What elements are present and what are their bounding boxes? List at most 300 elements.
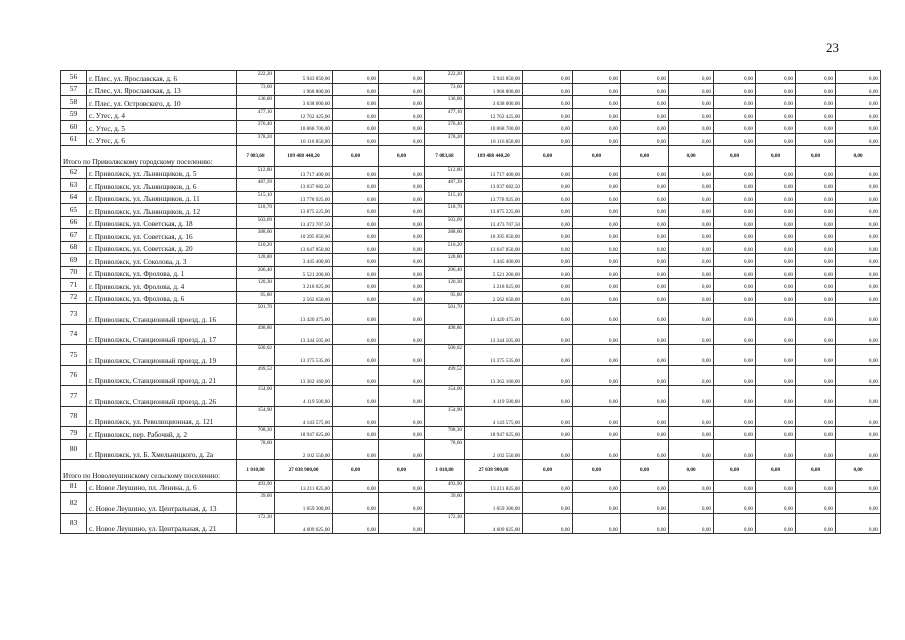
value-cell: 10 068 700,00 (465, 121, 523, 134)
address-cell: г. Приволжск, Станционный проезд, д. 26 (87, 386, 237, 407)
row-number: 65 (61, 204, 87, 217)
value-cell: 136,00 (425, 96, 465, 109)
value-cell: 388,60 (237, 229, 275, 242)
value-cell: 0,00 (669, 279, 714, 292)
value-cell: 13 647 850,00 (275, 241, 333, 254)
value-cell: 0,00 (379, 266, 425, 279)
value-cell: 0,00 (573, 179, 621, 192)
value-cell: 0,00 (523, 83, 573, 96)
address-cell: г. Плес, ул. Островского, д. 10 (87, 96, 237, 109)
value-cell: 0,00 (756, 83, 796, 96)
value-cell: 0,00 (714, 513, 756, 534)
value-cell: 0,00 (379, 291, 425, 304)
table-row (61, 427, 881, 440)
value-cell: 0,00 (669, 96, 714, 109)
table-row (61, 406, 881, 427)
value-cell: 13 362 160,00 (275, 365, 333, 386)
value-cell: 0,00 (333, 304, 379, 325)
value-cell: 708,30 (237, 427, 275, 440)
value-cell: 0,00 (333, 406, 379, 427)
value-cell: 0,00 (523, 493, 573, 514)
address-cell: г. Приволжск, ул. Соколова, д. 3 (87, 254, 237, 267)
value-cell: 0,00 (756, 480, 796, 493)
value-cell: 0,00 (756, 191, 796, 204)
value-cell: 477,10 (425, 108, 465, 121)
row-number: 82 (61, 493, 87, 514)
value-cell: 493,90 (237, 480, 275, 493)
value-cell: 0,00 (573, 71, 621, 84)
table-row (61, 254, 881, 267)
value-cell: 0,00 (836, 146, 881, 167)
value-cell: 0,00 (669, 291, 714, 304)
row-number: 60 (61, 121, 87, 134)
value-cell: 0,00 (836, 386, 881, 407)
value-cell: 0,00 (333, 439, 379, 460)
table-row (61, 279, 881, 292)
value-cell: 0,00 (836, 279, 881, 292)
value-cell: 0,00 (573, 427, 621, 440)
row-number: 64 (61, 191, 87, 204)
table-row (61, 216, 881, 229)
value-cell: 0,00 (836, 304, 881, 325)
address-cell: г. Приволжск, ул. Революционная, д. 121 (87, 406, 237, 427)
value-cell: 0,00 (756, 121, 796, 134)
value-cell: 0,00 (379, 216, 425, 229)
value-cell: 13 344 505,00 (465, 324, 523, 345)
value-cell: 0,00 (523, 71, 573, 84)
value-cell: 0,00 (714, 191, 756, 204)
value-cell: 78,60 (425, 439, 465, 460)
value-cell: 0,00 (523, 460, 573, 481)
value-cell: 0,00 (836, 406, 881, 427)
value-cell: 13 037 682,50 (465, 179, 523, 192)
table-row (61, 179, 881, 192)
value-cell: 0,00 (756, 439, 796, 460)
address-cell: г. Приволжск, ул. Б. Хмельницкого, д. 2а (87, 439, 237, 460)
value-cell: 0,00 (796, 121, 836, 134)
value-cell: 13 875 225,00 (465, 204, 523, 217)
value-cell: 0,00 (573, 96, 621, 109)
value-cell: 2 562 650,00 (465, 291, 523, 304)
value-cell: 0,00 (379, 279, 425, 292)
value-cell: 500,02 (425, 345, 465, 366)
value-cell: 0,00 (796, 345, 836, 366)
value-cell: 0,00 (836, 121, 881, 134)
value-cell: 13 647 850,00 (465, 241, 523, 254)
value-cell: 0,00 (333, 345, 379, 366)
value-cell: 0,00 (756, 133, 796, 146)
table-row (61, 386, 881, 407)
value-cell: 0,00 (669, 480, 714, 493)
value-cell: 0,00 (621, 146, 669, 167)
value-cell: 3 218 025,00 (465, 279, 523, 292)
value-cell: 0,00 (621, 480, 669, 493)
value-cell: 0,00 (714, 324, 756, 345)
value-cell: 0,00 (714, 345, 756, 366)
value-cell: 0,00 (796, 71, 836, 84)
value-cell: 0,00 (836, 439, 881, 460)
value-cell: 0,00 (756, 279, 796, 292)
value-cell: 3 445 400,00 (465, 254, 523, 267)
value-cell: 515,10 (237, 191, 275, 204)
value-cell: 0,00 (621, 229, 669, 242)
subtotal-label: Итого по Новолеушинскому сельскому поселению: (61, 460, 237, 481)
value-cell: 189 488 440,20 (465, 146, 523, 167)
value-cell: 0,00 (523, 204, 573, 217)
value-cell: 0,00 (756, 345, 796, 366)
value-cell: 0,00 (756, 406, 796, 427)
value-cell: 154,00 (237, 386, 275, 407)
table-row (61, 96, 881, 109)
table-row (61, 229, 881, 242)
value-cell: 222,20 (237, 71, 275, 84)
value-cell: 78,60 (237, 439, 275, 460)
value-cell: 0,00 (333, 179, 379, 192)
value-cell: 0,00 (714, 121, 756, 134)
value-cell: 0,00 (621, 241, 669, 254)
value-cell: 120,30 (237, 279, 275, 292)
value-cell: 0,00 (714, 96, 756, 109)
value-cell: 0,00 (669, 229, 714, 242)
address-cell: г. Приволжск, ул. Советская, д. 20 (87, 241, 237, 254)
value-cell: 27 038 900,00 (465, 460, 523, 481)
value-cell: 13 420 475,00 (275, 304, 333, 325)
value-cell: 0,00 (836, 191, 881, 204)
value-cell: 0,00 (573, 204, 621, 217)
value-cell: 0,00 (796, 83, 836, 96)
value-cell: 0,00 (756, 254, 796, 267)
value-cell: 0,00 (621, 513, 669, 534)
value-cell: 0,00 (756, 108, 796, 121)
value-cell: 0,00 (669, 191, 714, 204)
address-cell: г. Плес, ул. Ярославская, д. 6 (87, 71, 237, 84)
value-cell: 0,00 (523, 266, 573, 279)
value-cell: 0,00 (796, 513, 836, 534)
value-cell: 0,00 (523, 146, 573, 167)
address-cell: г. Приволжск, ул. Фролова, д. 1 (87, 266, 237, 279)
value-cell: 0,00 (836, 324, 881, 345)
value-cell: 13 717 400,00 (275, 166, 333, 179)
table-row (61, 204, 881, 217)
value-cell: 0,00 (573, 279, 621, 292)
value-cell: 73,60 (425, 83, 465, 96)
value-cell: 0,00 (333, 460, 379, 481)
address-cell: с. Утес, д. 6 (87, 133, 237, 146)
value-cell: 0,00 (573, 345, 621, 366)
value-cell: 222,20 (425, 71, 465, 84)
value-cell: 0,00 (836, 179, 881, 192)
value-cell: 0,00 (756, 324, 796, 345)
value-cell: 13 037 682,50 (275, 179, 333, 192)
value-cell: 154,90 (237, 406, 275, 427)
value-cell: 0,00 (669, 121, 714, 134)
value-cell: 0,00 (523, 229, 573, 242)
value-cell: 0,00 (669, 83, 714, 96)
value-cell: 0,00 (333, 229, 379, 242)
value-cell: 0,00 (333, 216, 379, 229)
value-cell: 0,00 (756, 204, 796, 217)
value-cell: 493,90 (425, 480, 465, 493)
address-cell: г. Приволжск, ул. Советская, д. 16 (87, 229, 237, 242)
value-cell: 0,00 (379, 365, 425, 386)
address-cell: г. Приволжск, ул. Льнянщиков, д. 12 (87, 204, 237, 217)
value-cell: 0,00 (333, 291, 379, 304)
value-cell: 499,52 (425, 365, 465, 386)
value-cell: 0,00 (756, 216, 796, 229)
value-cell: 0,00 (836, 513, 881, 534)
value-cell: 13 344 505,00 (275, 324, 333, 345)
row-number: 67 (61, 229, 87, 242)
value-cell: 0,00 (714, 279, 756, 292)
value-cell: 2 102 550,00 (275, 439, 333, 460)
row-number: 80 (61, 439, 87, 460)
value-cell: 1 968 800,00 (275, 83, 333, 96)
value-cell: 0,00 (836, 480, 881, 493)
value-cell: 0,00 (573, 513, 621, 534)
value-cell: 487,39 (425, 179, 465, 192)
value-cell: 0,00 (796, 460, 836, 481)
value-cell: 0,00 (836, 241, 881, 254)
value-cell: 0,00 (333, 324, 379, 345)
value-cell: 0,00 (714, 439, 756, 460)
value-cell: 0,00 (714, 108, 756, 121)
address-cell: г. Приволжск, Станционный проезд, д. 19 (87, 345, 237, 366)
subtotal-label: Итого по Приволжскому городскому поселению: (61, 146, 237, 167)
value-cell: 0,00 (573, 229, 621, 242)
value-cell: 3 445 400,00 (275, 254, 333, 267)
value-cell: 0,00 (836, 166, 881, 179)
value-cell: 0,00 (333, 279, 379, 292)
value-cell: 0,00 (669, 304, 714, 325)
table-row (61, 121, 881, 134)
table-row (61, 166, 881, 179)
value-cell: 0,00 (621, 83, 669, 96)
value-cell: 4 609 025,00 (465, 513, 523, 534)
value-cell: 0,00 (714, 254, 756, 267)
value-cell: 0,00 (379, 96, 425, 109)
value-cell: 0,00 (836, 204, 881, 217)
value-cell: 0,00 (621, 386, 669, 407)
value-cell: 10 116 850,00 (465, 133, 523, 146)
value-cell: 0,00 (523, 216, 573, 229)
value-cell: 0,00 (333, 480, 379, 493)
value-cell: 39,60 (237, 493, 275, 514)
address-cell: г. Приволжск, ул. Льнянщиков, д. 11 (87, 191, 237, 204)
table-row (61, 83, 881, 96)
row-number: 78 (61, 406, 87, 427)
value-cell: 1 059 300,00 (275, 493, 333, 514)
value-cell: 0,00 (756, 365, 796, 386)
table-row (61, 191, 881, 204)
value-cell: 10 116 850,00 (275, 133, 333, 146)
value-cell: 0,00 (796, 108, 836, 121)
table-row (61, 266, 881, 279)
value-cell: 0,00 (796, 96, 836, 109)
value-cell: 0,00 (836, 460, 881, 481)
address-cell: г. Приволжск, Станционный проезд, д. 21 (87, 365, 237, 386)
value-cell: 0,00 (669, 108, 714, 121)
value-cell: 0,00 (379, 166, 425, 179)
value-cell: 0,00 (669, 460, 714, 481)
value-cell: 0,00 (523, 365, 573, 386)
value-cell: 0,00 (523, 406, 573, 427)
value-cell: 39,60 (425, 493, 465, 514)
value-cell: 0,00 (714, 146, 756, 167)
value-cell: 0,00 (669, 254, 714, 267)
value-cell: 13 473 707,50 (275, 216, 333, 229)
value-cell: 0,00 (836, 266, 881, 279)
value-cell: 136,00 (237, 96, 275, 109)
value-cell: 0,00 (523, 96, 573, 109)
value-cell: 7 083,68 (425, 146, 465, 167)
value-cell: 0,00 (756, 460, 796, 481)
value-cell: 0,00 (621, 204, 669, 217)
value-cell: 0,00 (621, 279, 669, 292)
value-cell: 120,30 (425, 279, 465, 292)
value-cell: 0,00 (796, 254, 836, 267)
value-cell: 0,00 (523, 291, 573, 304)
table-row (61, 108, 881, 121)
value-cell: 1 010,80 (237, 460, 275, 481)
value-cell: 0,00 (379, 108, 425, 121)
value-cell: 0,00 (333, 266, 379, 279)
value-cell: 10 395 050,00 (275, 229, 333, 242)
address-cell: с. Утес, д. 5 (87, 121, 237, 134)
value-cell: 0,00 (573, 480, 621, 493)
page-number: 23 (826, 40, 839, 55)
address-cell: г. Приволжск, ул. Льнянщиков, д. 6 (87, 179, 237, 192)
value-cell: 378,20 (237, 133, 275, 146)
value-cell: 206,40 (237, 266, 275, 279)
value-cell: 0,00 (796, 133, 836, 146)
value-cell: 0,00 (333, 427, 379, 440)
value-cell: 27 038 900,00 (275, 460, 333, 481)
value-cell: 0,00 (756, 166, 796, 179)
value-cell: 0,00 (573, 266, 621, 279)
value-cell: 0,00 (573, 216, 621, 229)
value-cell: 0,00 (333, 386, 379, 407)
value-cell: 0,00 (621, 493, 669, 514)
table-body (61, 71, 881, 534)
value-cell: 0,00 (333, 241, 379, 254)
value-cell: 0,00 (796, 406, 836, 427)
value-cell: 0,00 (836, 83, 881, 96)
value-cell: 0,00 (523, 345, 573, 366)
value-cell: 0,00 (756, 493, 796, 514)
value-cell: 376,40 (237, 121, 275, 134)
value-cell: 0,00 (836, 216, 881, 229)
value-cell: 0,00 (621, 460, 669, 481)
value-cell: 0,00 (669, 386, 714, 407)
value-cell: 13 375 535,00 (465, 345, 523, 366)
value-cell: 0,00 (523, 513, 573, 534)
value-cell: 0,00 (379, 493, 425, 514)
value-cell: 0,00 (836, 229, 881, 242)
value-cell: 1 059 300,00 (465, 493, 523, 514)
value-cell: 154,90 (425, 406, 465, 427)
value-cell: 0,00 (523, 191, 573, 204)
value-cell: 3 638 000,00 (465, 96, 523, 109)
value-cell: 0,00 (333, 71, 379, 84)
row-number: 75 (61, 345, 87, 366)
value-cell: 0,00 (523, 324, 573, 345)
row-number: 62 (61, 166, 87, 179)
value-cell: 0,00 (796, 191, 836, 204)
value-cell: 10 395 050,00 (465, 229, 523, 242)
value-cell: 0,00 (573, 241, 621, 254)
subtotal-row (61, 146, 881, 167)
address-cell: с. Новое Леушино, ул. Центральная, д. 21 (87, 513, 237, 534)
row-number: 73 (61, 304, 87, 325)
value-cell: 13 778 925,00 (465, 191, 523, 204)
value-cell: 0,00 (621, 96, 669, 109)
value-cell: 0,00 (573, 406, 621, 427)
value-cell: 0,00 (669, 439, 714, 460)
value-cell: 73,60 (237, 83, 275, 96)
value-cell: 0,00 (669, 324, 714, 345)
value-cell: 0,00 (379, 71, 425, 84)
value-cell: 0,00 (333, 204, 379, 217)
value-cell: 3 638 000,00 (275, 96, 333, 109)
address-cell: с. Новое Леушино, ул. Центральная, д. 13 (87, 493, 237, 514)
value-cell: 0,00 (523, 439, 573, 460)
value-cell: 4 609 025,00 (275, 513, 333, 534)
value-cell: 0,00 (714, 204, 756, 217)
address-cell: г. Приволжск, ул. Льнянщиков, д. 5 (87, 166, 237, 179)
value-cell: 0,00 (379, 513, 425, 534)
value-cell: 0,00 (333, 166, 379, 179)
value-cell: 0,00 (796, 439, 836, 460)
value-cell: 0,00 (333, 96, 379, 109)
row-number: 77 (61, 386, 87, 407)
value-cell: 95,80 (425, 291, 465, 304)
value-cell: 0,00 (796, 427, 836, 440)
value-cell: 0,00 (836, 427, 881, 440)
value-cell: 95,80 (237, 291, 275, 304)
value-cell: 0,00 (573, 146, 621, 167)
value-cell: 708,30 (425, 427, 465, 440)
row-number: 81 (61, 480, 87, 493)
value-cell: 0,00 (573, 386, 621, 407)
value-cell: 128,80 (237, 254, 275, 267)
value-cell: 12 762 425,00 (465, 108, 523, 121)
value-cell: 0,00 (523, 304, 573, 325)
address-cell: г. Приволжск, ул. Советская, д. 18 (87, 216, 237, 229)
value-cell: 0,00 (621, 291, 669, 304)
value-cell: 0,00 (573, 324, 621, 345)
value-cell: 498,86 (425, 324, 465, 345)
value-cell: 0,00 (756, 241, 796, 254)
table-row (61, 291, 881, 304)
value-cell: 0,00 (714, 83, 756, 96)
value-cell: 0,00 (379, 121, 425, 134)
row-number: 76 (61, 365, 87, 386)
row-number: 83 (61, 513, 87, 534)
value-cell: 0,00 (573, 108, 621, 121)
value-cell: 0,00 (836, 108, 881, 121)
value-cell: 0,00 (573, 191, 621, 204)
value-cell: 10 068 700,00 (275, 121, 333, 134)
value-cell: 0,00 (796, 216, 836, 229)
value-cell: 0,00 (756, 266, 796, 279)
value-cell: 0,00 (621, 304, 669, 325)
table-row (61, 133, 881, 146)
value-cell: 0,00 (714, 365, 756, 386)
value-cell: 0,00 (573, 304, 621, 325)
value-cell: 0,00 (796, 304, 836, 325)
value-cell: 0,00 (573, 460, 621, 481)
value-cell: 0,00 (523, 279, 573, 292)
